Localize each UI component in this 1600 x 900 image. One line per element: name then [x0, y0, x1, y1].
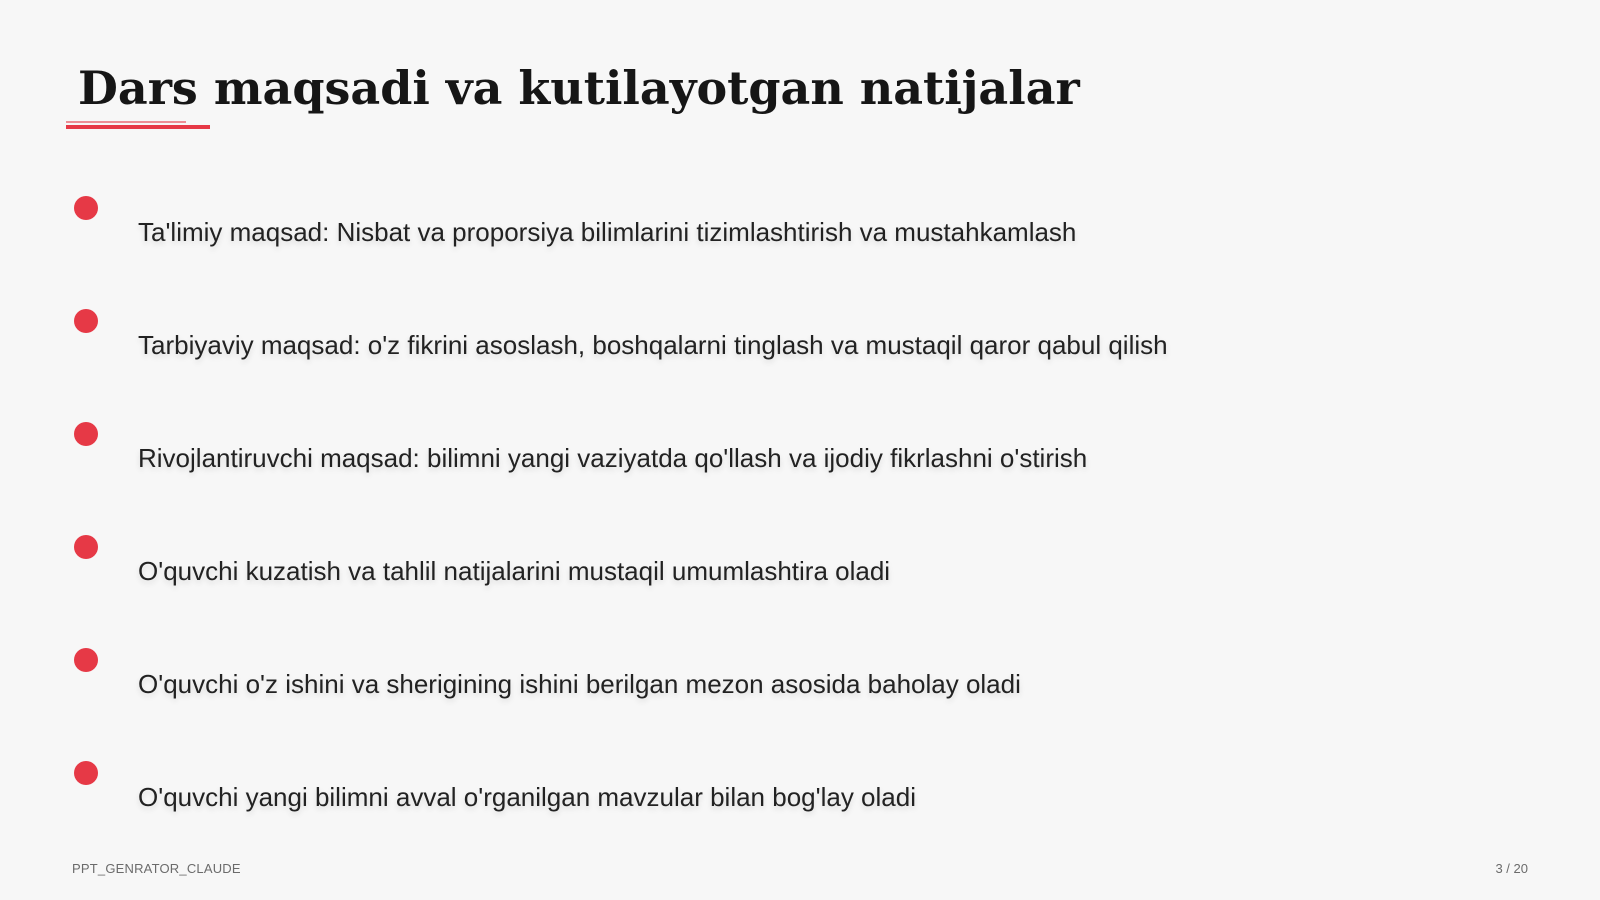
bullet-item — [72, 761, 1472, 821]
bullet-text: Rivojlantiruvchi maqsad: bilimni yangi vaziyatda qo'llash va ijodiy fikrlashni o'stirish — [138, 443, 1088, 473]
bullet-text: Ta'limiy maqsad: Nisbat va proporsiya bilimlarini tizimlashtirish va mustahkamlash — [138, 217, 1077, 247]
page-indicator: 3 / 20 — [1495, 861, 1528, 876]
bullet-text: O'quvchi o'z ishini va sherigining ishini berilgan mezon asosida baholay oladi — [138, 669, 1021, 699]
bullet-dot-icon — [74, 422, 98, 446]
bullet-dot-icon — [74, 196, 98, 220]
bullet-dot-icon — [74, 309, 98, 333]
bullet-text: O'quvchi kuzatish va tahlil natijalarini mustaqil umumlashtira oladi — [138, 556, 891, 586]
bullet-dot-icon — [74, 535, 98, 559]
bullet-item — [72, 535, 1472, 595]
bullet-item — [72, 422, 1472, 482]
bullet-text: O'quvchi yangi bilimni avval o'rganilgan mavzular bilan bog'lay oladi — [138, 782, 916, 812]
bullet-item — [72, 196, 1472, 256]
bullet-dot-icon — [74, 648, 98, 672]
bullet-item — [72, 648, 1472, 708]
footer-generator-label: PPT_GENRATOR_CLAUDE — [72, 861, 241, 876]
bullet-item — [72, 309, 1472, 369]
slide-title: Dars maqsadi va kutilayotgan natijalar — [78, 61, 1080, 115]
bullet-dot-icon — [74, 761, 98, 785]
bullet-text: Tarbiyaviy maqsad: o'z fikrini asoslash, boshqalarni tinglash va mustaqil qaror qabul qilish — [138, 330, 1168, 360]
